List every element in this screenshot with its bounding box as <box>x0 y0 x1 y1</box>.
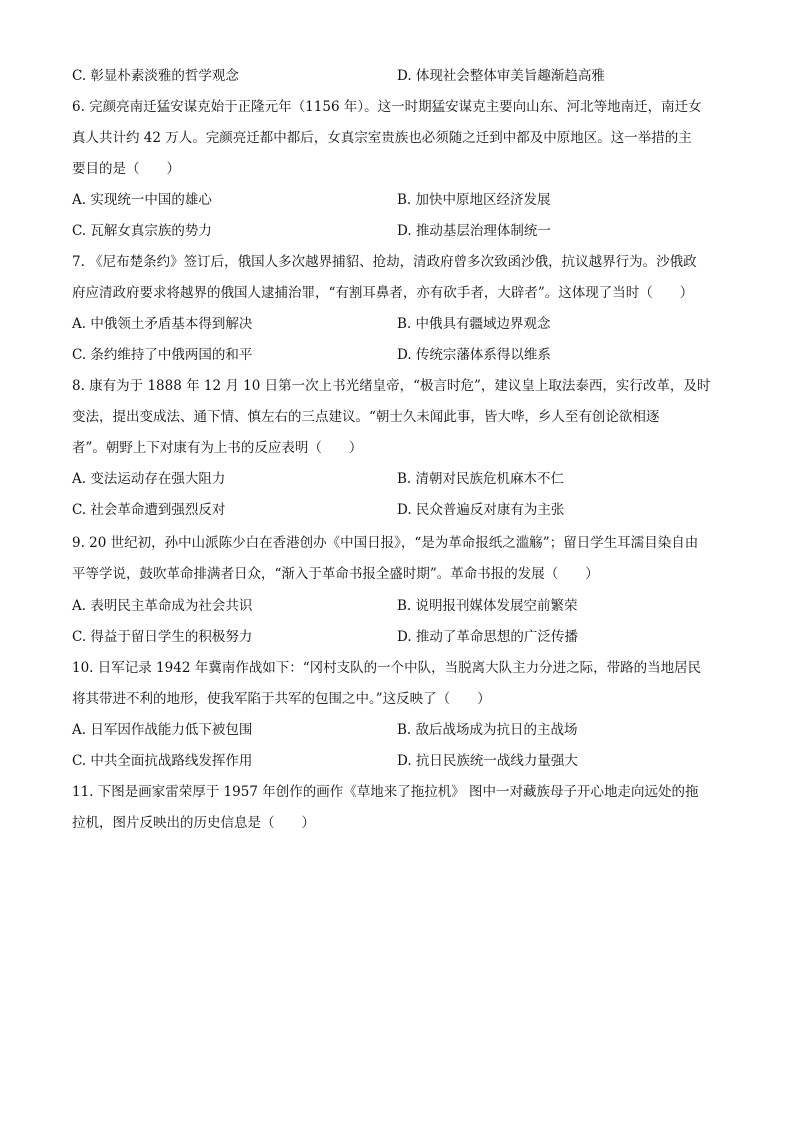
question-9-option-c: C. 得益于留日学生的积极努力 <box>72 629 253 645</box>
question-9-option-a: A. 表明民主革命成为社会共识 <box>72 598 253 614</box>
question-10-line-2: 将其带进不利的地形，使我军陷于共军的包围之中。”这反映了（ ） <box>72 691 491 707</box>
question-8-line-1: 8. 康有为于 1888 年 12 月 10 日第一次上书光绪皇帝，“极言时危”，建议皇上取法泰西，实行改革，及时 <box>72 378 711 394</box>
question-9-option-b: B. 说明报刊媒体发展空前繁荣 <box>397 598 578 614</box>
question-11-line-1: 11. 下图是画家雷荣厚于 1957 年创作的画作《草地来了拖拉机》 图中一对藏族母子开心地走向远处的拖 <box>72 784 699 800</box>
question-10-line-1: 10. 日军记录 1942 年冀南作战如下：“冈村支队的一个中队，当脱离大队主力分进之际，带路的当地居民 <box>72 660 702 676</box>
question-6-line-2: 真人共计约 42 万人。完颜亮迁都中都后，女真宗室贵族也必须随之迁到中都及中原地区。这一举措的主 <box>72 130 692 146</box>
question-7-option-b: B. 中俄具有疆域边界观念 <box>397 316 551 332</box>
question-10-option-b: B. 敌后战场成为抗日的主战场 <box>397 722 578 738</box>
question-8-line-3: 者”。朝野上下对康有为上书的反应表明（ ） <box>72 440 363 456</box>
question-10-option-d: D. 抗日民族统一战线力量强大 <box>397 753 578 769</box>
question-7-option-a: A. 中俄领土矛盾基本得到解决 <box>72 316 253 332</box>
question-9-line-1: 9. 20 世纪初，孙中山派陈少白在香港创办《中国日报》，“是为革命报纸之滥觞”；留日学生耳濡目染自由 <box>72 535 699 551</box>
question-8-option-c: C. 社会革命遭到强烈反对 <box>72 502 226 518</box>
question-7-option-d: D. 传统宗藩体系得以维系 <box>397 347 551 363</box>
question-7-line-2: 府应清政府要求将越界的俄国人逮捕治罪，“有割耳鼻者，亦有砍手者，大辟者”。这体现了当时（ ） <box>72 285 694 301</box>
question-7-line-1: 7. 《尼布楚条约》签订后，俄国人多次越界捕貂、抢劫，清政府曾多次致函沙俄，抗议越界行为。沙俄政 <box>72 254 697 270</box>
question-6-option-b: B. 加快中原地区经济发展 <box>397 192 551 208</box>
carry-option-c: C. 彰显朴素淡雅的哲学观念 <box>72 68 239 84</box>
question-11-line-2: 拉机，图片反映出的历史信息是（ ） <box>72 815 315 831</box>
question-6-option-d: D. 推动基层治理体制统一 <box>397 223 551 239</box>
question-9-line-2: 平等学说，鼓吹革命排满者日众，“渐入于革命书报全盛时期”。革命书报的发展（ ） <box>72 566 599 582</box>
question-8-option-b: B. 清朝对民族危机麻木不仁 <box>397 471 565 487</box>
question-7-option-c: C. 条约维持了中俄两国的和平 <box>72 347 253 363</box>
question-6-line-3: 要目的是（ ） <box>72 161 180 177</box>
question-10-option-a: A. 日军因作战能力低下被包围 <box>72 722 253 738</box>
question-8-line-2: 变法，提出变成法、通下情、慎左右的三点建议。“朝士久未闻此事，皆大哗，乡人至有创论欲相逐 <box>72 409 660 425</box>
question-6-option-c: C. 瓦解女真宗族的势力 <box>72 223 212 239</box>
question-6-line-1: 6. 完颜亮南迁猛安谋克始于正隆元年（1156 年）。这一时期猛安谋克主要向山东、河北等地南迁，南迁女 <box>72 99 702 115</box>
question-10-option-c: C. 中共全面抗战路线发挥作用 <box>72 753 253 769</box>
carry-option-d: D. 体现社会整体审美旨趣渐趋高雅 <box>397 68 605 84</box>
question-8-option-a: A. 变法运动存在强大阻力 <box>72 471 226 487</box>
question-9-option-d: D. 推动了革命思想的广泛传播 <box>397 629 578 645</box>
question-8-option-d: D. 民众普遍反对康有为主张 <box>397 502 565 518</box>
question-6-option-a: A. 实现统一中国的雄心 <box>72 192 212 208</box>
